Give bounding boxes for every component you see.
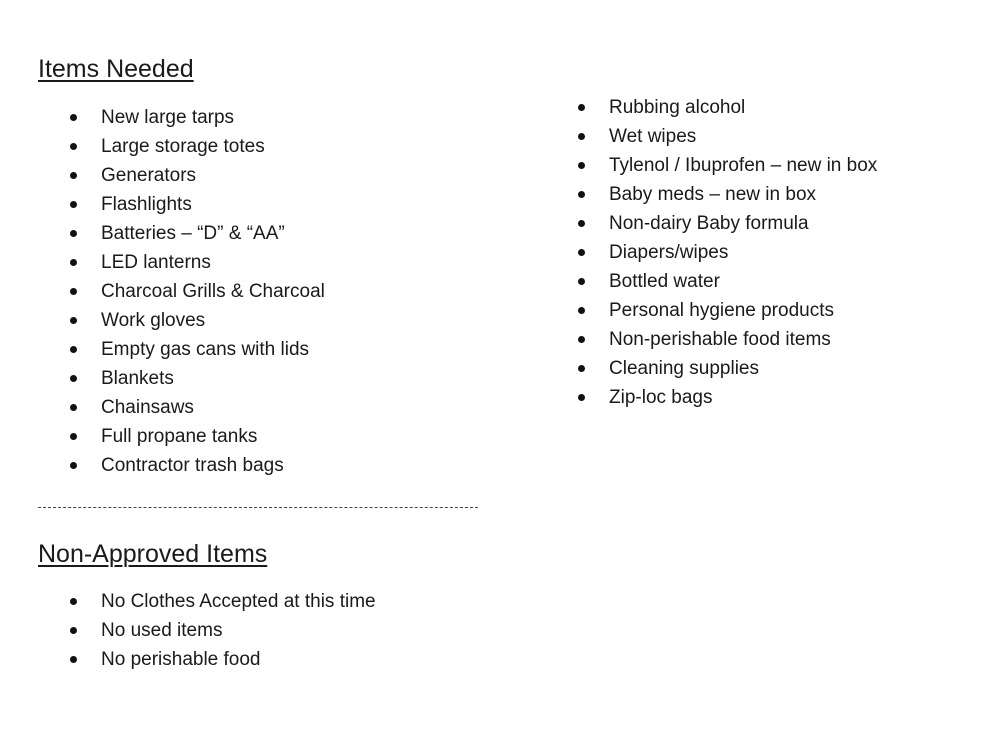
list-item — [70, 587, 376, 616]
bullet-icon — [70, 172, 77, 179]
list-item-label: New large tarps — [101, 107, 235, 128]
list-item-label: Empty gas cans with lids — [101, 339, 310, 360]
list-item — [578, 383, 877, 412]
bullet-icon — [70, 656, 77, 663]
list-item — [578, 325, 877, 354]
list-item-label: Work gloves — [101, 310, 206, 331]
list-item-label: Batteries – “D” & “AA” — [101, 223, 285, 244]
bullet-icon — [70, 114, 77, 121]
list-item — [70, 616, 376, 645]
list-item — [70, 132, 325, 161]
bullet-icon — [578, 278, 585, 285]
list-item-label: Diapers/wipes — [609, 242, 729, 263]
list-item — [70, 248, 325, 277]
list-item-label: Charcoal Grills & Charcoal — [101, 281, 325, 302]
bullet-icon — [70, 288, 77, 295]
list-item — [70, 335, 325, 364]
list-item-label: Chainsaws — [101, 397, 194, 418]
list-item — [70, 422, 325, 451]
list-item — [578, 180, 877, 209]
bullet-icon — [578, 191, 585, 198]
list-item — [70, 277, 325, 306]
list-item — [70, 645, 376, 674]
bullet-icon — [70, 404, 77, 411]
bullet-icon — [70, 462, 77, 469]
list-item — [70, 161, 325, 190]
list-item-label: Wet wipes — [609, 126, 697, 147]
list-item-label: Rubbing alcohol — [609, 97, 746, 118]
list-item — [70, 451, 325, 480]
bullet-icon — [578, 162, 585, 169]
items-needed-list-right — [578, 93, 877, 412]
bullet-icon — [578, 307, 585, 314]
list-item — [578, 209, 877, 238]
list-item-label: Baby meds – new in box — [609, 184, 817, 205]
non-approved-list — [70, 587, 376, 674]
list-item — [70, 190, 325, 219]
bullet-icon — [70, 259, 77, 266]
bullet-icon — [578, 220, 585, 227]
bullet-icon — [70, 201, 77, 208]
items-needed-list-left — [70, 103, 325, 480]
bullet-icon — [70, 143, 77, 150]
list-item-label: Tylenol / Ibuprofen – new in box — [609, 155, 878, 176]
list-item-label: Generators — [101, 165, 197, 186]
bullet-icon — [578, 365, 585, 372]
list-item — [70, 219, 325, 248]
list-item — [578, 93, 877, 122]
list-item — [578, 151, 877, 180]
list-item — [578, 238, 877, 267]
bullet-icon — [70, 598, 77, 605]
list-item-label: No used items — [101, 620, 223, 641]
list-item-label: Cleaning supplies — [609, 358, 759, 379]
list-item — [70, 393, 325, 422]
bullet-icon — [70, 346, 77, 353]
list-item-label: Personal hygiene products — [609, 300, 834, 321]
bullet-icon — [70, 627, 77, 634]
list-item — [70, 103, 325, 132]
list-item — [70, 364, 325, 393]
bullet-icon — [578, 104, 585, 111]
bullet-icon — [578, 249, 585, 256]
bullet-icon — [578, 133, 585, 140]
list-item-label: LED lanterns — [101, 252, 211, 273]
bullet-icon — [70, 230, 77, 237]
list-item-label: No Clothes Accepted at this time — [101, 591, 376, 612]
list-item-label: Non-perishable food items — [609, 329, 831, 350]
bullet-icon — [578, 394, 585, 401]
list-item — [578, 122, 877, 151]
list-item-label: Blankets — [101, 368, 174, 389]
list-item-label: Zip-loc bags — [609, 387, 713, 408]
list-item-label: Contractor trash bags — [101, 455, 284, 476]
section-divider — [38, 507, 478, 508]
bullet-icon — [578, 336, 585, 343]
items-needed-heading: Items Needed — [38, 55, 194, 83]
list-item — [578, 267, 877, 296]
list-item — [578, 354, 877, 383]
list-item-label: Bottled water — [609, 271, 720, 292]
list-item — [70, 306, 325, 335]
bullet-icon — [70, 317, 77, 324]
list-item-label: Non-dairy Baby formula — [609, 213, 809, 234]
bullet-icon — [70, 433, 77, 440]
bullet-icon — [70, 375, 77, 382]
non-approved-heading: Non-Approved Items — [38, 540, 268, 568]
list-item — [578, 296, 877, 325]
list-item-label: Large storage totes — [101, 136, 265, 157]
list-item-label: No perishable food — [101, 649, 261, 670]
list-item-label: Flashlights — [101, 194, 192, 215]
list-item-label: Full propane tanks — [101, 426, 258, 447]
